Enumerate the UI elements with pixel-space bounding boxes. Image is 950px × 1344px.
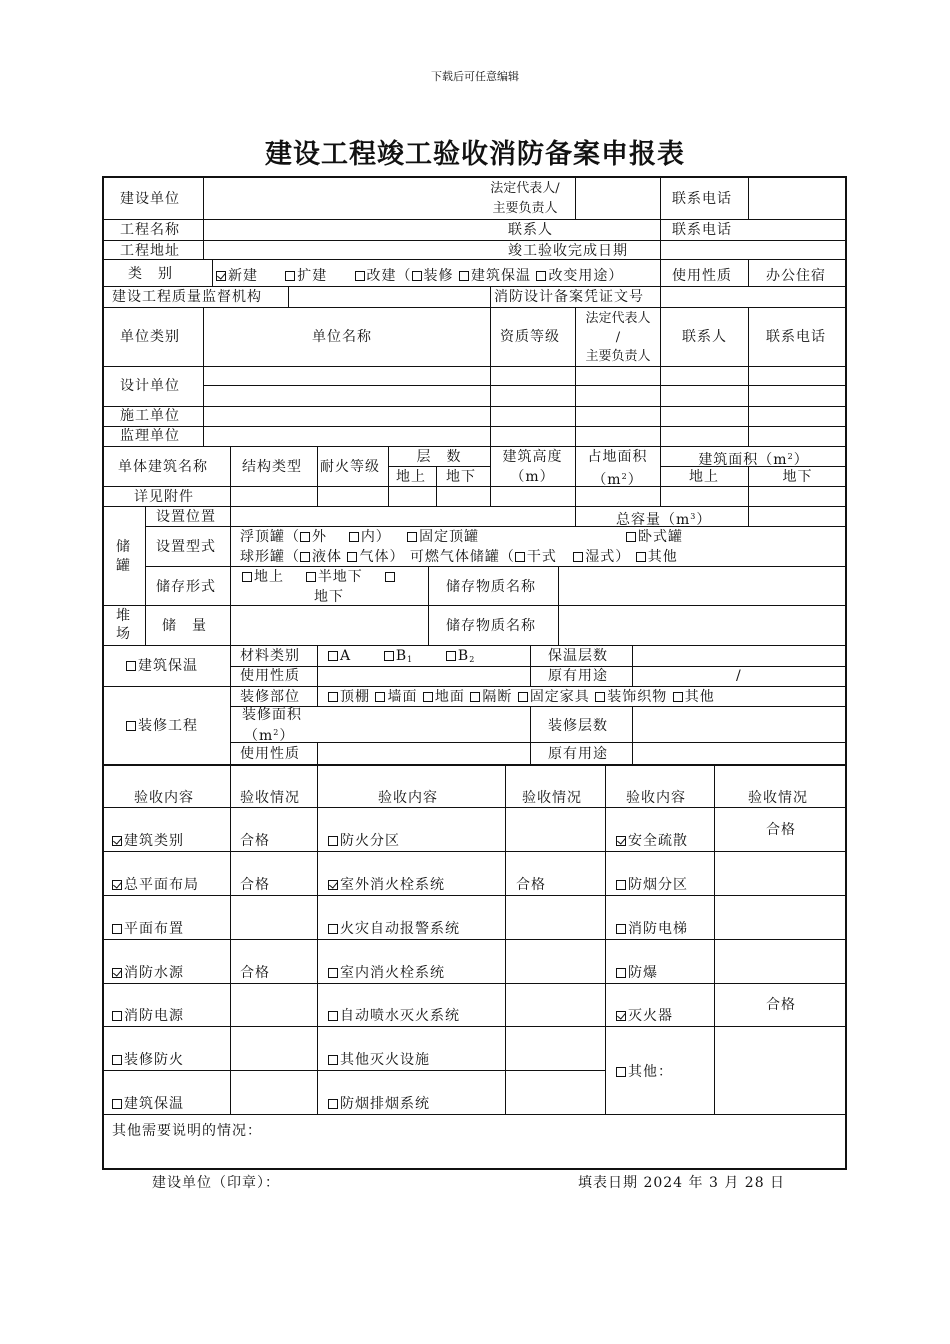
label-material-type: 材料类别 <box>240 648 300 664</box>
h-acceptance-content-3: 验收内容 <box>626 790 686 806</box>
footer-seal: 建设单位（印章）： <box>152 1175 280 1191</box>
acceptance-item <box>328 921 460 937</box>
acceptance-result: 合格 <box>516 877 546 893</box>
acceptance-item-label: 装修防火 <box>124 1052 184 1068</box>
label-other-notes: 其他需要说明的情况： <box>112 1123 262 1139</box>
acceptance-item-label: 平面布置 <box>124 921 184 937</box>
label-completion-date: 竣工验收完成日期 <box>508 243 628 259</box>
acceptance-item <box>328 1052 430 1068</box>
acceptance-item-label: 室内消火栓系统 <box>340 965 445 981</box>
label-category: 类 别 <box>128 266 173 282</box>
acceptance-checkbox[interactable] <box>616 836 626 846</box>
label-design-unit: 设计单位 <box>120 378 180 394</box>
acceptance-checkbox[interactable] <box>112 880 122 890</box>
h-footprint: 占地面积 <box>587 449 648 465</box>
checkbox-floor[interactable] <box>423 692 433 702</box>
checkbox-outer[interactable] <box>300 532 310 542</box>
acceptance-checkbox[interactable] <box>112 924 122 934</box>
acceptance-item <box>328 1096 430 1112</box>
checkbox-insulation[interactable] <box>459 271 469 281</box>
insulation-title: 建筑保温 <box>126 658 198 674</box>
acceptance-item <box>328 833 400 849</box>
acceptance-item-label: 建筑类别 <box>124 833 184 849</box>
acceptance-result: 合格 <box>240 965 270 981</box>
checkbox-underground[interactable] <box>385 572 395 582</box>
acceptance-item <box>112 1008 184 1024</box>
footer-date: 填表日期 2024 年 3 月 28 日 <box>578 1175 786 1191</box>
acceptance-item <box>112 833 184 849</box>
h-height: 建筑高度 <box>502 449 563 465</box>
label-legal-rep: 法定代表人/ <box>490 181 560 196</box>
acceptance-result: 合格 <box>240 833 270 849</box>
acceptance-checkbox[interactable] <box>112 1011 122 1021</box>
h-contact: 联系人 <box>682 329 727 345</box>
acceptance-checkbox[interactable] <box>328 1011 338 1021</box>
acceptance-item-label: 自动喷水灭火系统 <box>340 1008 460 1024</box>
acceptance-checkbox[interactable] <box>616 1011 626 1021</box>
acceptance-item <box>616 1064 673 1080</box>
h-area-above: 地上 <box>689 469 719 485</box>
label-quality-org: 建设工程质量监督机构 <box>112 289 262 305</box>
tank-type-row1: 浮顶罐（ 外 内） 固定顶罐 <box>240 529 480 545</box>
col3-result-a: 合格 <box>766 822 796 838</box>
col3-result-b: 合格 <box>766 997 796 1013</box>
acceptance-item <box>616 833 688 849</box>
acceptance-item <box>112 965 184 981</box>
h-acceptance-result-3: 验收情况 <box>748 790 808 806</box>
label-insulation-layers: 保温层数 <box>548 648 608 664</box>
label-phone: 联系电话 <box>672 191 732 207</box>
checkbox-class-b2[interactable] <box>446 651 456 661</box>
h-acceptance-result-1: 验收情况 <box>240 790 300 806</box>
label-phone-2: 联系电话 <box>672 222 732 238</box>
acceptance-item-label: 安全疏散 <box>628 833 688 849</box>
header-note: 下载后可任意编辑 <box>431 70 519 83</box>
checkbox-wet[interactable] <box>573 552 583 562</box>
h-phone: 联系电话 <box>766 329 826 345</box>
acceptance-item-label: 消防电梯 <box>628 921 688 937</box>
h-building-area: 建筑面积$(m^2)$ <box>698 452 809 468</box>
insulation-materials: A $B_1$ $B_2$ <box>328 648 475 668</box>
acceptance-item-label: 消防电源 <box>124 1008 184 1024</box>
filing-form: 建设单位 法定代表人/ 主要负责人 联系电话 工程名称 联系人 联系电话 工程地址 竣工验收完成日期 类 别 新建 扩建 改建（ 装修 建筑保温 改变用途） 使用性质 办公住宿 建设工程质量监督机构 消防设计备案凭证文号 单位类别 单位名称 资质等级 法定代表人 / 主要负责人 联系人 联系电话 设计单位 施工单位 监理单位 单体建筑名称 结构类型 耐火等级 层 数 地上 地下 建筑高度 （m） 占地面积 $(m^2)$ 建筑面积$(m^2)$ 地上 地下 详见附件 储 罐 设置位置 总容量$(m^3)$ 设置型式 浮顶罐（ 外 内） 固定顶罐 卧式罐 球形罐（ 液体 气体） 可燃气体储罐（ 干式 湿式） 其他 储存形式 地上 半地下 地下 储存物质名称 堆 场 储 量 储存物质名称 建筑保温 材料类别 A $B_1$ $B_2$ 保温层数 使用性质 原有用途 / 装修工程 装修部位 顶棚 墙面 地面 隔断 固定家具 装饰织物 其他 装修面积 $(m^2)$ 装修层数 使用性质 原有用途 验收内容 验收情况 验收内容 验收情况 验收内容 验收情况 建筑类别 合格 总平面布局 合格 平面布置 消防水源 合格 消防电源 装修防火 建筑保温 防火分区 室外消火栓系统 合格 火灾自动报警系统 室内消火栓系统 自动喷水灭火系统 其他灭火设施 防烟排烟系统 安全疏散 防烟分区 消防电梯 防爆 灭火器 其他： 合格 合格 其他需要说明的情况： 建设单位（印章）： 填表日期 2024 年 3 月 28 日 <box>0 0 950 1344</box>
acceptance-item <box>616 965 658 981</box>
storage-form-options: 地上 半地下 <box>242 569 397 585</box>
checkbox-decoration[interactable] <box>412 271 422 281</box>
checkbox-class-b1[interactable] <box>384 651 394 661</box>
checkbox-expand[interactable] <box>285 271 295 281</box>
label-supervise-unit: 监理单位 <box>120 428 180 444</box>
label-tank-material: 储存物质名称 <box>446 579 536 595</box>
checkbox-building-insulation[interactable] <box>126 661 136 671</box>
h-unit-name: 单位名称 <box>312 329 372 345</box>
label-see-attachment: 详见附件 <box>134 489 194 505</box>
label-tank-1: 储 <box>116 539 131 555</box>
label-yard-amount: 储 量 <box>162 618 207 634</box>
checkbox-inner[interactable] <box>349 532 359 542</box>
acceptance-item-label: 防烟分区 <box>628 877 688 893</box>
label-insulation-original: 原有用途 <box>548 668 608 684</box>
checkbox-new[interactable] <box>216 271 226 281</box>
checkbox-change-use[interactable] <box>536 271 546 281</box>
h-qualification: 资质等级 <box>500 329 560 345</box>
checkbox-partition[interactable] <box>470 692 480 702</box>
acceptance-item <box>112 1052 184 1068</box>
acceptance-item-label: 消防水源 <box>124 965 184 981</box>
h-structure-type: 结构类型 <box>242 459 302 475</box>
tank-type-row2: 球形罐（ 液体 气体） 可燃气体储罐（ 干式 湿式） 其他 <box>240 549 678 565</box>
label-tank-type: 设置型式 <box>156 539 216 555</box>
acceptance-item-label: 防爆 <box>628 965 658 981</box>
checkbox-liquid[interactable] <box>300 552 310 562</box>
acceptance-item-label: 室外消火栓系统 <box>340 877 445 893</box>
h-building-name: 单体建筑名称 <box>118 459 208 475</box>
acceptance-item-label: 防烟排烟系统 <box>340 1096 430 1112</box>
acceptance-checkbox[interactable] <box>616 1067 626 1077</box>
acceptance-item-label: 总平面布局 <box>124 877 199 893</box>
label-yard-1: 堆 <box>116 608 131 624</box>
checkbox-wall[interactable] <box>375 692 385 702</box>
acceptance-item <box>616 877 688 893</box>
acceptance-checkbox[interactable] <box>328 968 338 978</box>
label-fire-design-doc: 消防设计备案凭证文号 <box>494 289 644 305</box>
tank-type-horizontal: 卧式罐 <box>626 529 683 545</box>
h-legal-rep: 法定代表人 <box>585 311 651 326</box>
use-nature-value: 办公住宿 <box>766 268 826 284</box>
acceptance-item-label: 灭火器 <box>628 1008 673 1024</box>
decoration-title: 装修工程 <box>126 718 198 734</box>
h-floors-below: 地下 <box>446 469 476 485</box>
h-floors-above: 地上 <box>396 469 426 485</box>
checkbox-ceiling[interactable] <box>328 692 338 702</box>
acceptance-item <box>328 877 445 893</box>
checkbox-rebuild[interactable] <box>355 271 365 281</box>
label-tank-2: 罐 <box>116 558 131 574</box>
label-tank-capacity: 总容量$(m^3)$ <box>616 512 712 528</box>
checkbox-furniture[interactable] <box>518 692 528 702</box>
label-contact: 联系人 <box>508 222 553 238</box>
h-area-below: 地下 <box>782 469 813 485</box>
checkbox-fixed-roof[interactable] <box>407 532 417 542</box>
acceptance-checkbox[interactable] <box>112 968 122 978</box>
acceptance-item-label: 火灾自动报警系统 <box>340 921 460 937</box>
h-floors: 层 数 <box>416 449 462 465</box>
label-storage-form: 储存形式 <box>156 579 216 595</box>
h-acceptance-content-1: 验收内容 <box>134 790 194 806</box>
checkbox-tank-other[interactable] <box>636 552 646 562</box>
acceptance-item-label: 其他灭火设施 <box>340 1052 430 1068</box>
label-yard-2: 场 <box>116 626 131 642</box>
label-decoration-use: 使用性质 <box>240 746 300 762</box>
h-unit-type: 单位类别 <box>120 329 180 345</box>
acceptance-item <box>112 877 199 893</box>
decoration-parts: 顶棚 墙面 地面 隔断 固定家具 装饰织物 其他 <box>328 689 715 705</box>
form-title: 建设工程竣工验收消防备案申报表 <box>265 139 685 170</box>
acceptance-checkbox[interactable] <box>616 924 626 934</box>
acceptance-item <box>112 1096 184 1112</box>
acceptance-item <box>328 1008 460 1024</box>
label-construction-unit: 建设单位 <box>120 191 180 207</box>
label-yard-material: 储存物质名称 <box>446 618 536 634</box>
label-use-nature: 使用性质 <box>672 268 732 284</box>
acceptance-result: 合格 <box>240 877 270 893</box>
label-insulation-use: 使用性质 <box>240 668 300 684</box>
label-decoration-part: 装修部位 <box>240 689 300 705</box>
acceptance-item <box>616 1008 673 1024</box>
label-decoration-layers: 装修层数 <box>548 718 608 734</box>
acceptance-item-label: 其他： <box>628 1064 673 1080</box>
acceptance-item-label: 防火分区 <box>340 833 400 849</box>
acceptance-checkbox[interactable] <box>328 880 338 890</box>
h-acceptance-content-2: 验收内容 <box>378 790 438 806</box>
label-project-address: 工程地址 <box>120 243 180 259</box>
h-acceptance-result-2: 验收情况 <box>522 790 582 806</box>
label-construct-unit: 施工单位 <box>120 408 180 424</box>
category-options: 新建 扩建 改建（ 装修 建筑保温 改变用途） <box>216 268 623 284</box>
acceptance-item-label: 建筑保温 <box>124 1096 184 1112</box>
h-fire-rating: 耐火等级 <box>320 459 380 475</box>
acceptance-checkbox[interactable] <box>112 1055 122 1065</box>
acceptance-item <box>616 921 688 937</box>
acceptance-checkbox[interactable] <box>328 1055 338 1065</box>
label-tank-location: 设置位置 <box>156 509 216 525</box>
label-project-name: 工程名称 <box>120 222 180 238</box>
checkbox-semi-underground[interactable] <box>306 572 316 582</box>
acceptance-checkbox[interactable] <box>112 1099 122 1109</box>
checkbox-decoration-other[interactable] <box>673 692 683 702</box>
checkbox-gas[interactable] <box>347 552 357 562</box>
checkbox-fabric[interactable] <box>595 692 605 702</box>
label-decoration-area: 装修面积 <box>242 707 302 723</box>
label-decoration-original: 原有用途 <box>548 746 608 762</box>
checkbox-decoration-project[interactable] <box>126 721 136 731</box>
acceptance-checkbox[interactable] <box>328 924 338 934</box>
acceptance-checkbox[interactable] <box>112 836 122 846</box>
checkbox-above-ground[interactable] <box>242 572 252 582</box>
checkbox-class-a[interactable] <box>328 651 338 661</box>
acceptance-checkbox[interactable] <box>328 836 338 846</box>
acceptance-checkbox[interactable] <box>616 880 626 890</box>
acceptance-item <box>328 965 445 981</box>
checkbox-dry[interactable] <box>515 552 525 562</box>
checkbox-horizontal[interactable] <box>626 532 636 542</box>
acceptance-checkbox[interactable] <box>328 1099 338 1109</box>
acceptance-item <box>112 921 184 937</box>
acceptance-checkbox[interactable] <box>616 968 626 978</box>
